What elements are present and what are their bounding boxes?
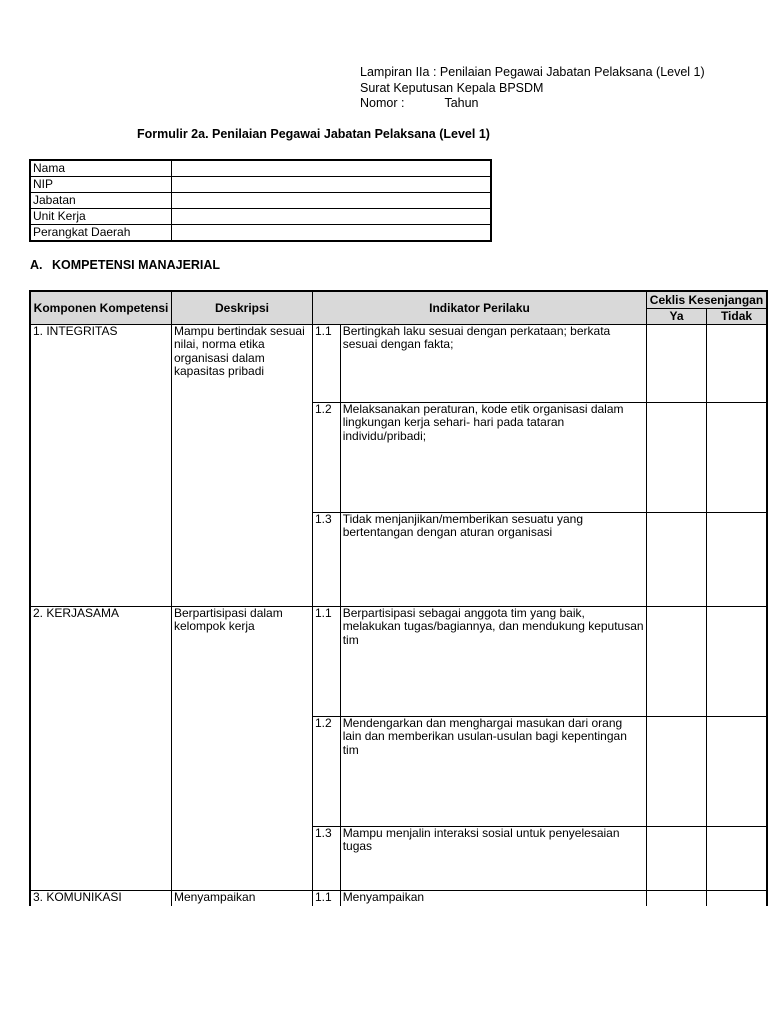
competency-description: Menyampaikan	[172, 890, 313, 930]
checkbox-ya-cell[interactable]	[647, 826, 707, 890]
section-title: KOMPETENSI MANAJERIAL	[52, 258, 221, 272]
header-row-1	[30, 291, 767, 308]
identity-value-field[interactable]	[172, 160, 492, 177]
header-komponen: Komponen Kompetensi	[30, 291, 172, 324]
checkbox-ya-cell[interactable]	[647, 402, 707, 512]
header-deskripsi: Deskripsi	[172, 291, 313, 324]
checkbox-ya-cell[interactable]	[647, 324, 707, 402]
identity-label: Unit Kerja	[30, 209, 172, 225]
checkbox-ya-cell[interactable]	[647, 512, 707, 606]
identity-label: Nama	[30, 160, 172, 177]
indicator-number: 1.1	[313, 606, 341, 716]
identity-row-perangkat-daerah	[30, 225, 491, 242]
identity-row-nama	[30, 160, 491, 177]
identity-row-nip	[30, 177, 491, 193]
competency-table	[29, 290, 768, 931]
competency-name: 1. INTEGRITAS	[30, 324, 172, 606]
indicator-text: Tidak menjanjikan/memberikan sesuatu yang bertentangan dengan aturan organisasi	[340, 512, 646, 606]
form-title: Formulir 2a. Penilaian Pegawai Jabatan Pelaksana (Level 1)	[137, 127, 490, 141]
competency-description: Mampu bertindak sesuai nilai, norma etika organisasi dalam kapasitas pribadi	[172, 324, 313, 606]
page-bottom-margin	[0, 906, 768, 1024]
identity-value-field[interactable]	[172, 209, 492, 225]
indicator-number: 1.3	[313, 826, 341, 890]
identity-value-field[interactable]	[172, 225, 492, 242]
identity-label: NIP	[30, 177, 172, 193]
indicator-number: 1.1	[313, 324, 341, 402]
competency-name: 2. KERJASAMA	[30, 606, 172, 890]
checkbox-ya-cell[interactable]	[647, 606, 707, 716]
checkbox-ya-cell[interactable]	[647, 716, 707, 826]
competency-name: 3. KOMUNIKASI	[30, 890, 172, 930]
checkbox-tidak-cell[interactable]	[707, 716, 768, 826]
header-tidak: Tidak	[707, 308, 768, 324]
identity-row-jabatan	[30, 193, 491, 209]
indicator-text: Melaksanakan peraturan, kode etik organisasi dalam lingkungan kerja sehari- hari pada tataran individu/pribadi;	[340, 402, 646, 512]
identity-value-field[interactable]	[172, 193, 492, 209]
appendix-reference	[360, 65, 705, 112]
competency-description: Berpartisipasi dalam kelompok kerja	[172, 606, 313, 890]
tahun-label: Tahun	[444, 96, 479, 110]
indicator-number: 1.3	[313, 512, 341, 606]
section-letter: A.	[30, 258, 43, 272]
identity-table	[29, 159, 492, 242]
table-row	[30, 324, 767, 402]
table-row	[30, 606, 767, 716]
checkbox-tidak-cell[interactable]	[707, 402, 768, 512]
nomor-label: Nomor :	[360, 96, 405, 110]
header-ya: Ya	[647, 308, 707, 324]
identity-label: Jabatan	[30, 193, 172, 209]
indicator-text: Berpartisipasi sebagai anggota tim yang baik, melakukan tugas/bagiannya, dan mendukung keputusan tim	[340, 606, 646, 716]
indicator-number: 1.2	[313, 716, 341, 826]
indicator-number: 1.2	[313, 402, 341, 512]
identity-value-field[interactable]	[172, 177, 492, 193]
identity-label: Perangkat Daerah	[30, 225, 172, 242]
indicator-text: Bertingkah laku sesuai dengan perkataan; berkata sesuai dengan fakta;	[340, 324, 646, 402]
appendix-nomor	[360, 96, 705, 112]
checkbox-tidak-cell[interactable]	[707, 324, 768, 402]
identity-row-unit-kerja	[30, 209, 491, 225]
appendix-line-2: Surat Keputusan Kepala BPSDM	[360, 80, 544, 95]
header-indikator: Indikator Perilaku	[313, 291, 647, 324]
header-ceklis-label: Ceklis Kesenjangan	[649, 292, 764, 307]
checkbox-tidak-cell[interactable]	[707, 512, 768, 606]
checkbox-tidak-cell[interactable]	[707, 606, 768, 716]
indicator-text: Mampu menjalin interaksi sosial untuk penyelesaian tugas	[340, 826, 646, 890]
appendix-line-1: Lampiran IIa : Penilaian Pegawai Jabatan Pelaksana (Level 1)	[360, 65, 705, 79]
indicator-text: Mendengarkan dan menghargai masukan dari orang lain dan memberikan usulan-usulan bagi kepentingan tim	[340, 716, 646, 826]
header-ceklis	[647, 291, 768, 308]
section-heading	[30, 258, 220, 272]
indicator-number: 1.1	[313, 890, 341, 930]
indicator-text: Menyampaikan	[340, 890, 646, 930]
checkbox-tidak-cell[interactable]	[707, 826, 768, 890]
